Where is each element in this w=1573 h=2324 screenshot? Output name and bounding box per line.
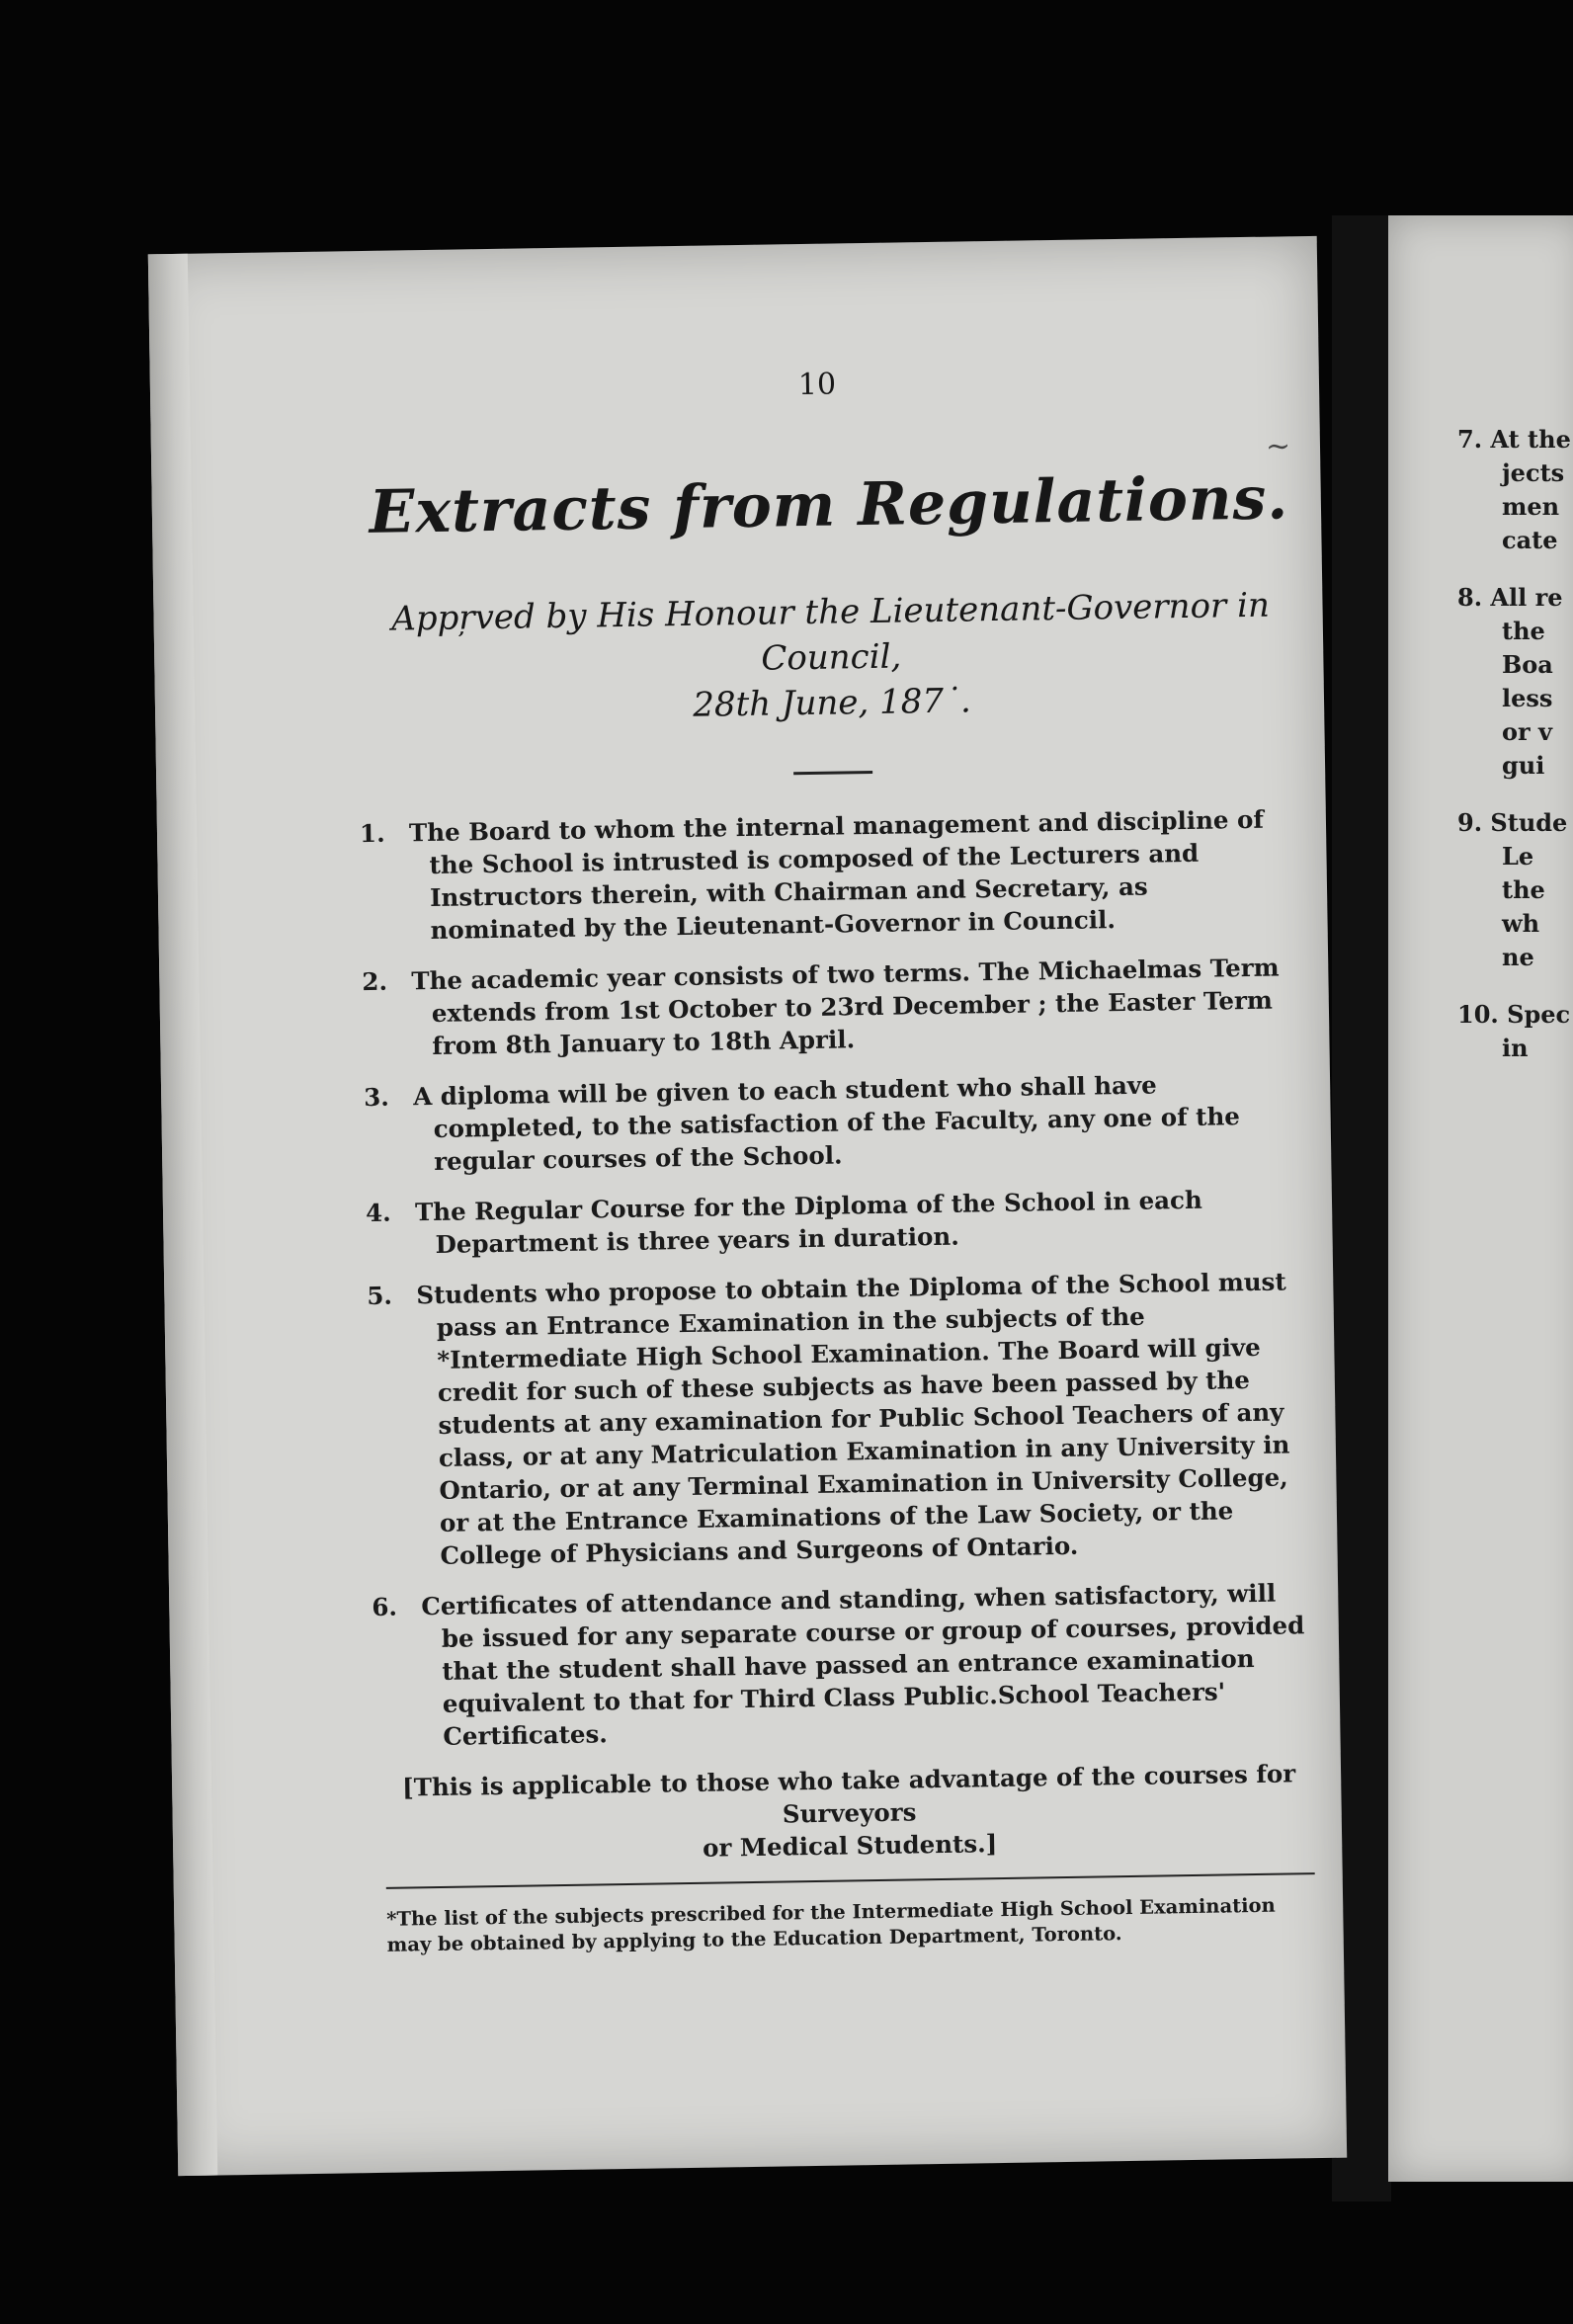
right-page-line: 8. All re — [1457, 583, 1563, 612]
regulation-text: The Regular Course for the Diploma of the School in each Department is three years in duration. — [414, 1185, 1202, 1259]
regulation-number: 3. — [363, 1082, 390, 1113]
regulation-item — [362, 951, 1301, 1063]
right-page-line: less — [1502, 684, 1553, 712]
bracket-note — [384, 1757, 1314, 1869]
right-page-line: in — [1502, 1034, 1529, 1062]
footnote-line-2: may be obtained by applying to the Education Department, Toronto. — [386, 1922, 1122, 1956]
right-page-item — [1457, 806, 1571, 974]
right-page-line: wh — [1502, 909, 1540, 938]
right-page-item — [1457, 423, 1571, 557]
regulation-text: The academic year consists of two terms. The Michaelmas Term extends from 1st October to 23rd December ; the Easter Term from 8th January to 18th April. — [411, 953, 1280, 1060]
page-title: Extracts from Regulations. — [369, 463, 1289, 547]
pencil-mark: ~ — [1265, 429, 1291, 464]
right-page-line: Boa — [1502, 650, 1553, 679]
regulations-list — [359, 802, 1313, 1754]
right-page-item — [1457, 998, 1571, 1065]
right-page-line: the — [1502, 875, 1545, 904]
bracket-note-line-1: [This is applicable to those who take advantage of the courses for Surveyors — [401, 1759, 1296, 1829]
bracket-note-line-2: or Medical Students.] — [702, 1829, 998, 1863]
right-page — [1388, 215, 1573, 2182]
regulation-number: 6. — [372, 1592, 398, 1622]
regulation-item — [359, 802, 1300, 948]
regulation-number: 5. — [367, 1281, 393, 1311]
footnote-divider — [386, 1872, 1315, 1889]
regulation-item — [367, 1265, 1310, 1573]
right-page-line: ne — [1502, 943, 1534, 971]
regulation-text: A diploma will be given to each student who shall have completed, to the satisfaction of the Faculty, any one of the regular courses of the School. — [412, 1070, 1241, 1176]
footnote — [386, 1892, 1316, 1958]
left-page — [148, 236, 1347, 2176]
regulation-text: Students who propose to obtain the Diploma of the School must pass an Entrance Examination in the subjects of the *Intermediate High School Examination. The Board will give credit for such of these subjects as have been passed by the students at any examination for Public School Teachers of any class, or at any Matriculation Examination in any University in Ontario, or at any Terminal Examination in University College, or at the Entrance Examinations of the Law Society, or the College of Physicians and Surgeons of Ontario. — [416, 1267, 1290, 1570]
right-page-line: 10. Spec — [1457, 1000, 1571, 1029]
right-page-line: Le — [1502, 842, 1534, 871]
right-page-line: jects — [1502, 458, 1565, 487]
right-page-line: 7. At the — [1457, 425, 1571, 454]
regulation-item — [365, 1182, 1305, 1262]
regulation-item — [363, 1066, 1303, 1179]
right-page-item — [1457, 581, 1571, 783]
right-page-line: men — [1502, 492, 1560, 521]
regulation-number: 2. — [362, 966, 388, 997]
regulation-number: 1. — [359, 818, 385, 849]
regulation-text: Certificates of attendance and standing, when satisfactory, will be issued for any separate course or group of courses, provided that the student shall have passed an entrance examination equivalent to that for Third Class Public.School Teachers' Certificates. — [421, 1578, 1305, 1751]
right-page-line: or v — [1502, 717, 1552, 746]
footnote-line-1: *The list of the subjects prescribed for the Intermediate High School Examination — [386, 1893, 1276, 1931]
page-edge — [148, 254, 218, 2176]
page-number: 10 — [797, 367, 837, 403]
regulation-number: 4. — [365, 1198, 391, 1228]
right-page-line: 9. Stude — [1457, 808, 1568, 837]
approval-line-1: Appr̦ved by His Honour the Lieutenant-Governor in Council, — [391, 585, 1271, 679]
regulation-item — [372, 1576, 1312, 1754]
right-page-line: the — [1502, 617, 1545, 645]
short-divider — [793, 771, 872, 775]
page-content — [359, 360, 1316, 1958]
right-page-line: cate — [1502, 526, 1558, 554]
regulation-text: The Board to whom the internal management and discipline of the School is intrusted is composed of the Lecturers and Instructors therein, with Chairman and Secretary, as nominated by the Lieutenant-Governor in Council. — [408, 804, 1265, 946]
right-page-regulations — [1457, 423, 1571, 1089]
approval-line-2: 28th June, 187˙. — [692, 681, 972, 725]
right-page-line: gui — [1502, 751, 1545, 780]
